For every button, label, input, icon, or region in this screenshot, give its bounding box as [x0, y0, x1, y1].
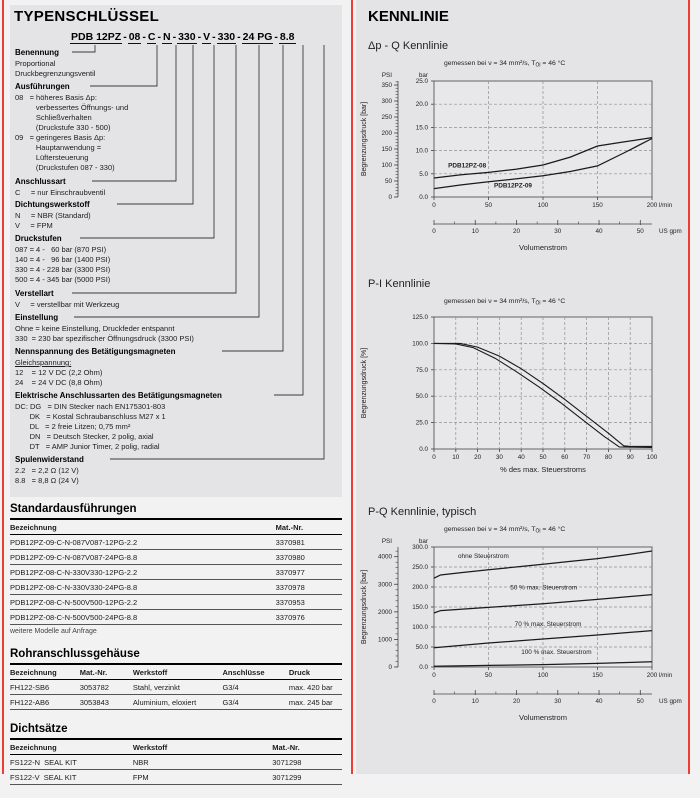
type-key-section [15, 177, 105, 198]
section-heading: Elektrische Anschlussarten des Betätigungsmagneten [15, 391, 222, 400]
y-tick-label: 200.0 [412, 583, 428, 591]
x-tick-label: 150 [592, 201, 603, 209]
x-tick-label: 30 [495, 453, 503, 461]
section-line: 330 = 4 - 228 bar (3300 PSI) [15, 265, 111, 274]
page-left-rule [2, 0, 4, 774]
x-tick-label: 70 [583, 453, 591, 461]
table-row [10, 565, 342, 580]
x-unit-label: l/min [659, 201, 673, 209]
type-key-section [15, 289, 119, 310]
column-header: Werkstoff [133, 665, 223, 680]
table-cell: 3071298 [272, 755, 342, 770]
section-heading: Spulenwiderstand [15, 455, 84, 464]
section-line: 330 = 230 bar spezifischer Öffnungsdruck (3300 PSI) [15, 334, 194, 343]
section-line: DC: DG = DIN Stecker nach EN175301-803 [15, 402, 166, 411]
y-tick-label: 50.0 [415, 392, 428, 400]
typenschluessel-panel [10, 5, 342, 497]
table-cell: PDB12PZ-08-C-N-330V330-24PG-8.8 [10, 580, 276, 595]
table-cell: 3071299 [272, 770, 342, 785]
type-key-section [15, 200, 91, 231]
table-row [10, 550, 342, 565]
y-tick-label: 5.0 [419, 170, 428, 178]
section-line: V = FPM [15, 221, 53, 230]
chart-plot [356, 309, 688, 479]
gpm-tick-label: 10 [471, 697, 479, 705]
table-cell: Aluminium, eloxiert [133, 695, 223, 710]
type-key-section [15, 391, 222, 452]
table-body [10, 755, 342, 785]
gpm-tick-label: 20 [513, 697, 521, 705]
section-line: 8.8 = 8,8 Ω (24 V) [15, 476, 79, 485]
x-tick-label: 80 [604, 453, 612, 461]
table-row [10, 695, 342, 710]
part-code-segment: V [203, 31, 211, 43]
section-line: 24 = 24 V DC (8,8 Ohm) [15, 378, 103, 387]
chart-block [356, 40, 688, 262]
gpm-tick-label: 20 [513, 227, 521, 235]
section-line: (Druckstufe 330 - 500) [15, 123, 111, 132]
table-title: Dichtsätze [10, 723, 342, 740]
psi-tick-label: 150 [381, 145, 392, 153]
part-code-segment: PDB 12PZ [71, 31, 122, 43]
type-key-section [15, 347, 175, 388]
chart-subtitle-part: = 46 °C [540, 60, 566, 67]
table-block-rohr [10, 648, 342, 710]
x-tick-label: 50 [539, 453, 547, 461]
table-cell: 3053843 [80, 695, 133, 710]
part-code-separator: - [197, 31, 202, 43]
chart-subtitle-part: = 46 °C [540, 298, 566, 305]
table-row [10, 595, 342, 610]
psi-tick-label: 250 [381, 113, 392, 121]
psi-tick-label: 350 [381, 81, 392, 89]
table-row [10, 680, 342, 695]
y-tick-label: 0.0 [419, 445, 428, 453]
series-label: 50 % max. Steuerstrom [510, 583, 578, 591]
x-tick-label: 10 [452, 453, 460, 461]
table-cell: G3/4 [222, 680, 288, 695]
section-line: C = nur Einschraubventil [15, 188, 106, 197]
table-head [10, 665, 342, 680]
part-code-separator: - [212, 31, 216, 43]
part-code-separator: - [172, 31, 177, 43]
table-cell: PDB12PZ-09-C-N-087V087-24PG-8.8 [10, 550, 276, 565]
column-header: Anschlüsse [222, 665, 288, 680]
table-cell: 3370981 [276, 535, 342, 550]
part-code-segment: 330 [217, 31, 236, 43]
y-tick-label: 25.0 [415, 419, 428, 427]
x-axis-label: Volumenstrom [519, 242, 567, 252]
section-line: 500 = 4 - 345 bar (5000 PSI) [15, 275, 111, 284]
leader-line [90, 45, 157, 86]
column-header: Bezeichnung [10, 740, 133, 755]
table-cell: FH122-SB6 [10, 680, 80, 695]
table-row [10, 580, 342, 595]
psi-tick-label: 100 [381, 161, 392, 169]
table-cell: FS122-V SEAL KIT [10, 770, 133, 785]
psi-tick-label: 50 [384, 177, 392, 185]
section-subheading: Gleichspannung: [15, 358, 72, 367]
table-cell: 3053782 [80, 680, 133, 695]
table-cell: Stahl, verzinkt [133, 680, 223, 695]
table-cell: FH122-AB6 [10, 695, 80, 710]
section-line: 087 = 4 - 60 bar (870 PSI) [15, 245, 107, 254]
psi-tick-label: 0 [388, 663, 392, 671]
table-cell: max. 245 bar [289, 695, 342, 710]
section-line: DK = Kostal Schraubanschluss M27 x 1 [15, 412, 166, 421]
psi-tick-label: 300 [381, 97, 392, 105]
table-title: Standardausführungen [10, 503, 342, 520]
x-tick-label: 150 [592, 671, 603, 679]
table-cell: 3370978 [276, 580, 342, 595]
table-header-row [10, 740, 342, 755]
x-tick-label: 0 [432, 671, 436, 679]
psi-tick-label: 2000 [377, 608, 392, 616]
gpm-unit-label: US gpm [659, 227, 682, 235]
section-heading: Einstellung [15, 313, 59, 322]
part-code-separator: - [274, 31, 278, 43]
series-label: 70 % max. Steuerstrom [514, 620, 582, 628]
x-axis-label: % des max. Steuerstroms [500, 464, 586, 474]
section-line: Proportional [15, 59, 56, 68]
psi-tick-label: 1000 [377, 635, 392, 643]
x-tick-label: 100 [646, 453, 658, 461]
y-axis-label: Begrenzungsdruck [%] [361, 347, 368, 418]
column-divider-rule [351, 0, 353, 774]
part-code-separator: - [123, 31, 127, 43]
y-tick-label: 0.0 [419, 193, 428, 201]
gpm-tick-label: 40 [595, 697, 603, 705]
column-header: Mat.-Nr. [272, 740, 342, 755]
gpm-tick-label: 50 [636, 697, 644, 705]
kennlinie-panel [356, 0, 688, 774]
table-cell: PDB12PZ-08-C-N-330V330-12PG-2.2 [10, 565, 276, 580]
section-line: (Druckstufen 087 - 330) [15, 163, 115, 172]
table-row [10, 610, 342, 625]
typenschluessel-title: TYPENSCHLÜSSEL [14, 8, 160, 25]
page-right-rule [688, 0, 690, 774]
x-tick-label: 90 [626, 453, 634, 461]
x-tick-label: 20 [474, 453, 482, 461]
table-header-row [10, 520, 342, 535]
chart-block [356, 278, 688, 484]
section-line: 09 = geringeres Basis Δp: [15, 133, 106, 142]
section-heading: Ausführungen [15, 82, 70, 91]
x-axis-label: Volumenstrom [519, 712, 567, 722]
y-tick-label: 10.0 [415, 147, 428, 155]
part-code-segment: C [147, 31, 156, 43]
gpm-tick-label: 0 [432, 697, 436, 705]
y-axis-label: Begrenzungsdruck [bar] [361, 569, 368, 644]
leader-line [274, 45, 303, 395]
gpm-tick-label: 40 [595, 227, 603, 235]
y-tick-label: 25.0 [415, 77, 428, 85]
table-row [10, 770, 342, 785]
table-row [10, 755, 342, 770]
table-title: Rohranschlussgehäuse [10, 648, 342, 665]
section-line: Schließverhalten [15, 113, 92, 122]
table-head [10, 520, 342, 535]
gpm-tick-label: 30 [554, 697, 562, 705]
table-cell: 3370976 [276, 610, 342, 625]
psi-tick-label: 200 [381, 129, 392, 137]
table-cell: 3370953 [276, 595, 342, 610]
table-note: weitere Modelle auf Anfrage [10, 628, 97, 635]
chart-subtitle [444, 60, 688, 69]
part-code-separator: - [237, 31, 241, 43]
table-cell: max. 420 bar [289, 680, 342, 695]
x-tick-label: 50 [484, 671, 493, 679]
section-line: V = verstellbar mit Werkzeug [15, 300, 120, 309]
table-cell: PDB12PZ-08-C-N-500V500-24PG-8.8 [10, 610, 276, 625]
section-line: 12 = 12 V DC (2,2 Ohm) [15, 368, 103, 377]
gpm-tick-label: 50 [636, 227, 644, 235]
x-tick-label: 40 [517, 453, 525, 461]
table-cell: 3370977 [276, 565, 342, 580]
column-header: Bezeichnung [10, 520, 276, 535]
type-key-section [15, 82, 128, 173]
table-block-standard [10, 503, 342, 635]
part-code-segment: N [162, 31, 171, 43]
chart-block [356, 506, 688, 732]
table-head [10, 740, 342, 755]
y-tick-label: 250.0 [412, 563, 428, 571]
chart-subtitle-part: Öl [535, 300, 541, 307]
x-tick-label: 50 [484, 201, 493, 209]
part-code-segment: 8.8 [279, 31, 295, 43]
psi-tick-label: 4000 [377, 553, 392, 561]
column-header: Mat.-Nr. [276, 520, 342, 535]
section-line: 2.2 = 2,2 Ω (12 V) [15, 466, 79, 475]
chart-plot [356, 71, 688, 257]
section-line: DL = 2 freie Litzen; 0,75 mm² [15, 422, 131, 431]
y-unit-label: bar [418, 71, 428, 79]
chart-title: P-I Kennlinie [368, 278, 431, 290]
chart-subtitle-part: Öl [535, 528, 541, 535]
table-cell: FS122-N SEAL KIT [10, 755, 133, 770]
type-key-section [15, 455, 84, 486]
data-table [10, 520, 342, 625]
part-code-segment: 24 PG [242, 31, 273, 43]
table-cell: PDB12PZ-09-C-N-087V087-12PG-2.2 [10, 535, 276, 550]
series-label: PDB12PZ-08 [448, 161, 487, 169]
table-block-dicht [10, 723, 342, 785]
part-code-separator: - [142, 31, 146, 43]
section-line: verbessertes Öffnungs- und [15, 103, 129, 112]
column-header: Druck [289, 665, 342, 680]
table-cell: 3370980 [276, 550, 342, 565]
data-table [10, 740, 342, 785]
y-unit-label: bar [418, 537, 428, 545]
chart-subtitle-part: = 46 °C [540, 526, 566, 533]
section-line: Hauptanwendung = [15, 143, 102, 152]
y-tick-label: 0.0 [419, 663, 428, 671]
chart-subtitle-part: gemessen bei ν = 34 mm²/s, T [444, 526, 536, 533]
x-tick-label: 100 [537, 201, 549, 209]
section-line: Ohne = keine Einstellung, Druckfeder entspannt [15, 324, 175, 333]
part-code-segment: 08 [128, 31, 141, 43]
data-table [10, 665, 342, 710]
section-line: Druckbegrenzungsventil [15, 69, 96, 78]
type-key-section [15, 48, 95, 79]
type-key-section [15, 313, 194, 344]
gpm-tick-label: 0 [432, 227, 436, 235]
section-line: 140 = 4 - 96 bar (1400 PSI) [15, 255, 111, 264]
part-code [70, 31, 296, 43]
kennlinie-title: KENNLINIE [368, 8, 449, 25]
x-tick-label: 100 [537, 671, 549, 679]
series-label: 100 % max. Steuerstrom [521, 648, 592, 656]
series-label: PDB12PZ-09 [493, 182, 532, 190]
y-tick-label: 20.0 [415, 100, 428, 108]
x-tick-label: 0 [432, 453, 436, 461]
x-unit-label: l/min [659, 671, 673, 679]
psi-unit-label: PSI [381, 71, 392, 79]
column-header: Bezeichnung [10, 665, 80, 680]
table-cell: PDB12PZ-08-C-N-500V500-12PG-2.2 [10, 595, 276, 610]
chart-subtitle [444, 298, 688, 307]
y-tick-label: 75.0 [415, 366, 428, 374]
section-line: Lüftersteuerung [15, 153, 89, 162]
chart-title: Δp - Q Kennlinie [368, 40, 449, 52]
section-heading: Nennspannung des Betätigungsmagneten [15, 347, 176, 356]
column-header: Mat.-Nr. [80, 665, 133, 680]
x-tick-label: 0 [432, 201, 436, 209]
leader-line [222, 45, 283, 351]
chart-subtitle-part: gemessen bei ν = 34 mm²/s, T [444, 60, 536, 67]
psi-unit-label: PSI [381, 537, 392, 545]
table-body [10, 535, 342, 625]
chart-subtitle-part: Öl [535, 62, 541, 69]
part-code-separator: - [157, 31, 161, 43]
y-tick-label: 50.0 [415, 643, 428, 651]
y-tick-label: 15.0 [415, 123, 428, 131]
section-line: DN = Deutsch Stecker, 2 polig, axial [15, 432, 154, 441]
x-tick-label: 60 [561, 453, 569, 461]
gpm-tick-label: 30 [554, 227, 562, 235]
section-heading: Benennung [15, 48, 59, 57]
leader-line [117, 45, 193, 204]
x-tick-label: 200 [646, 671, 658, 679]
type-key-section [15, 234, 110, 285]
part-code-segment: 330 [178, 31, 196, 43]
table-header-row [10, 665, 342, 680]
y-tick-label: 150.0 [412, 603, 428, 611]
y-tick-label: 125.0 [412, 313, 428, 321]
chart-subtitle [444, 526, 688, 535]
psi-tick-label: 0 [388, 193, 392, 201]
section-heading: Dichtungswerkstoff [15, 200, 90, 209]
section-heading: Verstellart [15, 289, 54, 298]
series-label: ohne Steuerstrom [457, 552, 509, 560]
section-line: N = NBR (Standard) [15, 211, 91, 220]
y-tick-label: 100.0 [412, 623, 428, 631]
table-cell: NBR [133, 755, 272, 770]
table-cell: G3/4 [222, 695, 288, 710]
section-line: 08 = höheres Basis Δp: [15, 93, 97, 102]
section-heading: Anschlussart [15, 177, 66, 186]
gpm-tick-label: 10 [471, 227, 479, 235]
gpm-unit-label: US gpm [659, 697, 682, 705]
table-row [10, 535, 342, 550]
parts-tables [10, 503, 342, 798]
table-cell: FPM [133, 770, 272, 785]
x-tick-label: 200 [646, 201, 658, 209]
chart-plot [356, 537, 688, 727]
y-tick-label: 100.0 [412, 339, 428, 347]
section-heading: Druckstufen [15, 234, 62, 243]
table-body [10, 680, 342, 710]
y-tick-label: 300.0 [412, 543, 428, 551]
section-line: DT = AMP Junior Timer, 2 polig, radial [15, 442, 160, 451]
y-axis-label: Begrenzungsdruck [bar] [361, 101, 368, 176]
psi-tick-label: 3000 [377, 580, 392, 588]
column-header: Werkstoff [133, 740, 272, 755]
chart-title: P-Q Kennlinie, typisch [368, 506, 477, 518]
chart-subtitle-part: gemessen bei ν = 34 mm²/s, T [444, 298, 536, 305]
